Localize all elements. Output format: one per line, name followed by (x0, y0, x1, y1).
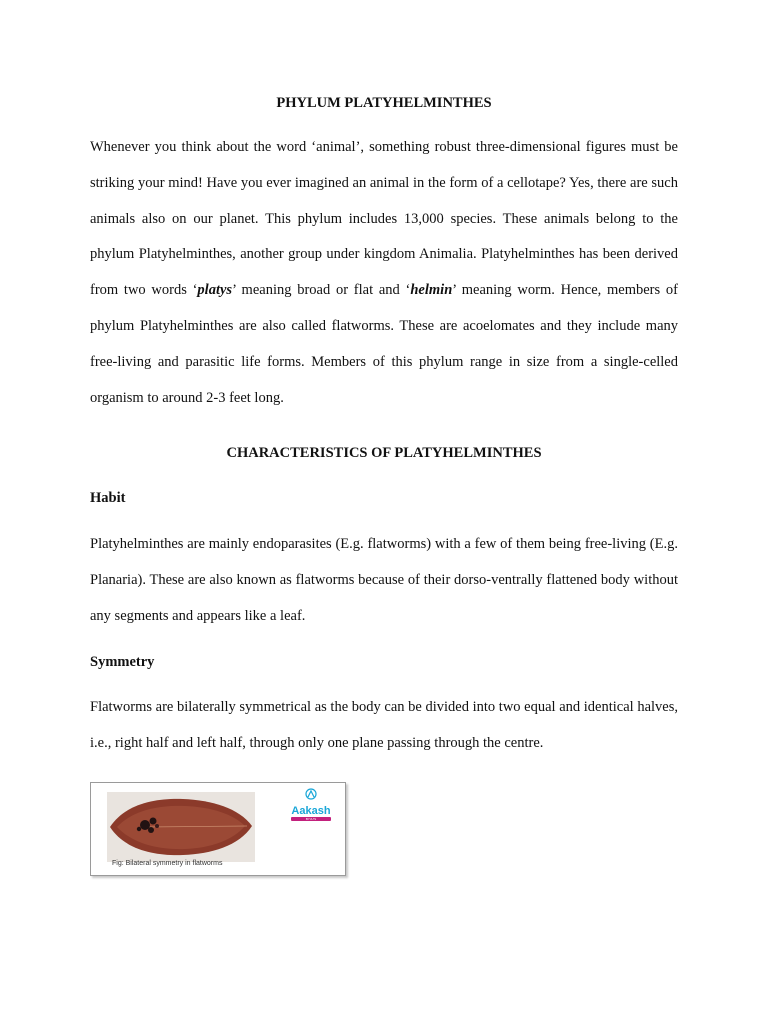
intro-text-3: ’ meaning worm. Hence, members of phylum Platyhelminthes are also called flatworms. These are acoelomates and they include many free-living and parasitic life forms. Members of this phylum range in size from a single-celled organism to around 2-3 feet long. (90, 282, 678, 406)
habit-heading: Habit (90, 490, 126, 506)
symmetry-heading: Symmetry (90, 654, 155, 670)
flatworm-figure (90, 782, 346, 876)
logo-emblem-icon (304, 788, 318, 800)
habit-paragraph: Platyhelminthes are mainly endoparasites (E.g. flatworms) with a few of them being free-living (E.g. Planaria). These are also known as flatworms because of their dorso-ventrally flattened body without any segments and appears like a leaf. (90, 536, 678, 624)
characteristics-heading: CHARACTERISTICS OF PLATYHELMINTHES (226, 445, 542, 461)
logo-text: Aakash (291, 805, 331, 817)
symmetry-paragraph: Flatworms are bilaterally symmetrical as the body can be divided into two equal and identical halves, i.e., right half and left half, through only one plane passing through the centre. (90, 699, 678, 751)
flatworm-image (107, 792, 255, 862)
figure-caption: Fig: Bilateral symmetry in flatworms (112, 860, 223, 867)
logo-subtext: BYJU'S (291, 817, 331, 821)
aakash-logo (283, 788, 339, 821)
intro-paragraph (90, 130, 678, 416)
term-helmin: helmin (410, 282, 453, 299)
page-title: PHYLUM PLATYHELMINTHES (276, 95, 492, 111)
term-platys: platys (197, 282, 233, 299)
intro-text-2: ’ meaning broad or flat and ‘ (232, 282, 411, 299)
intro-text-1: Whenever you think about the word ‘animal’, something robust three-dimensional figures must be striking your mind! Have you ever imagined an animal in the form of a cellotape? Yes, there are such animals also on our planet. This phylum includes 13,000 species. These animals belong to the phylum Platyhelminthes, another group under kingdom Animalia. Platyhelminthes has been derived from two words ‘ (90, 139, 678, 299)
